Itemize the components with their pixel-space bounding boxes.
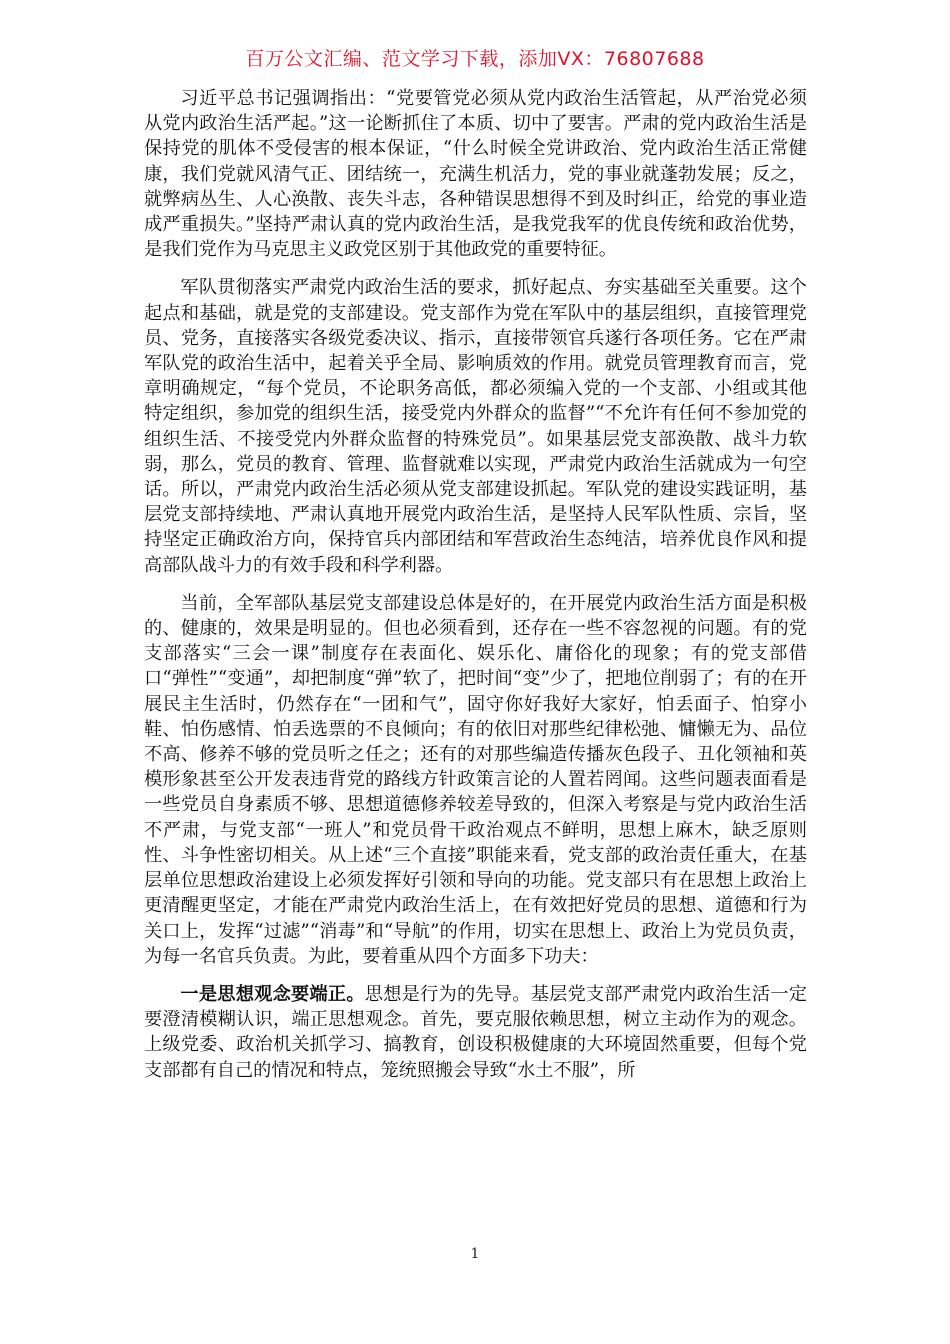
paragraph-lead: 一是思想观念要端正。 [180,983,365,1005]
paragraph-2 [144,275,807,577]
paragraph-3 [144,591,807,969]
document-body [144,86,807,1096]
paragraph-1 [144,86,807,262]
header-banner: 百万公文汇编、范文学习下载，添加VX：76807688 [245,48,705,70]
paragraph-text: 军队贯彻落实严肃党内政治生活的要求，抓好起点、夯实基础至关重要。这个起点和基础，就是党的支部建设。党支部作为党在军队中的基层组织，直接管理党员、党务，直接落实各级党委决议、指示，直接带领官兵遂行各项任务。它在严肃军队党的政治生活中，起着关乎全局、影响质效的作用。就党员管理教育而言，党章明确规定，“每个党员，不论职务高低，都必须编入党的一个支部、小组或其他特定组织，参加党的组织生活，接受党内外群众的监督”“不允许有任何不参加党的组织生活、不接受党内外群众监督的特殊党员”。如果基层党支部涣散、战斗力软弱，那么，党员的教育、管理、监督就难以实现，严肃党内政治生活就成为一句空话。所以，严肃党内政治生活必须从党支部建设抓起。军队党的建设实践证明，基层党支部持续地、严肃认真地开展党内政治生活，是坚持人民军队性质、宗旨，坚持坚定正确政治方向，保持官兵内部团结和军营政治生态纯洁，培养优良作风和提高部队战斗力的有效手段和科学利器。 [144,277,807,576]
page-number: 1 [470,1246,480,1262]
paragraph-text: 思想是行为的先导。基层党支部严肃党内政治生活一定要澄清模糊认识，端正思想观念。首先，要克服依赖思想，树立主动作为的观念。上级党委、政治机关抓学习、搞教育，创设积极健康的大环境固然重要，但每个党支部都有自己的情况和特点，笼统照搬会导致“水土不服”，所 [144,983,807,1081]
paragraph-text: 习近平总书记强调指出：“党要管党必须从党内政治生活管起，从严治党必须从党内政治生活严起。”这一论断抓住了本质、切中了要害。严肃的党内政治生活是保持党的肌体不受侵害的根本保证，“什么时候全党讲政治、党内政治生活正常健康，我们党就风清气正、团结统一，充满生机活力，党的事业就蓬勃发展；反之，就弊病丛生、人心涣散、丧失斗志，各种错误思想得不到及时纠正，给党的事业造成严重损失。”坚持严肃认真的党内政治生活，是我党我军的优良传统和政治优势，是我们党作为马克思主义政党区别于其他政党的重要特征。 [144,88,807,261]
paragraph-text: 当前，全军部队基层党支部建设总体是好的，在开展党内政治生活方面是积极的、健康的，效果是明显的。但也必须看到，还存在一些不容忽视的问题。有的党支部落实“三会一课”制度存在表面化、娱乐化、庸俗化的现象；有的党支部借口“弹性”“变通”，却把制度“弹”软了，把时间“变”少了，把地位削弱了；有的在开展民主生活时，仍然存在“一团和气”，固守你好我好大家好，怕丢面子、怕穿小鞋、怕伤感情、怕丢选票的不良倾向；有的依旧对那些纪律松弛、慵懒无为、品位不高、修养不够的党员听之任之；还有的对那些编造传播灰色段子、丑化领袖和英模形象甚至公开发表违背党的路线方针政策言论的人置若罔闻。这些问题表面看是一些党员自身素质不够、思想道德修养较差导致的，但深入考察是与党内政治生活不严肃，与党支部“一班人”和党员骨干政治观点不鲜明，思想上麻木，缺乏原则性、斗争性密切相关。从上述“三个直接”职能来看，党支部的政治责任重大，在基层单位思想政治建设上必须发挥好引领和导向的功能。党支部只有在思想上政治上更清醒更坚定，才能在严肃党内政治生活上，在有效把好党员的思想、道德和行为关口上，发挥“过滤”“消毒”和“导航”的作用，切实在思想上、政治上为党员负责，为每一名官兵负责。为此，要着重从四个方面多下功夫： [144,592,807,967]
paragraph-4 [144,982,807,1083]
